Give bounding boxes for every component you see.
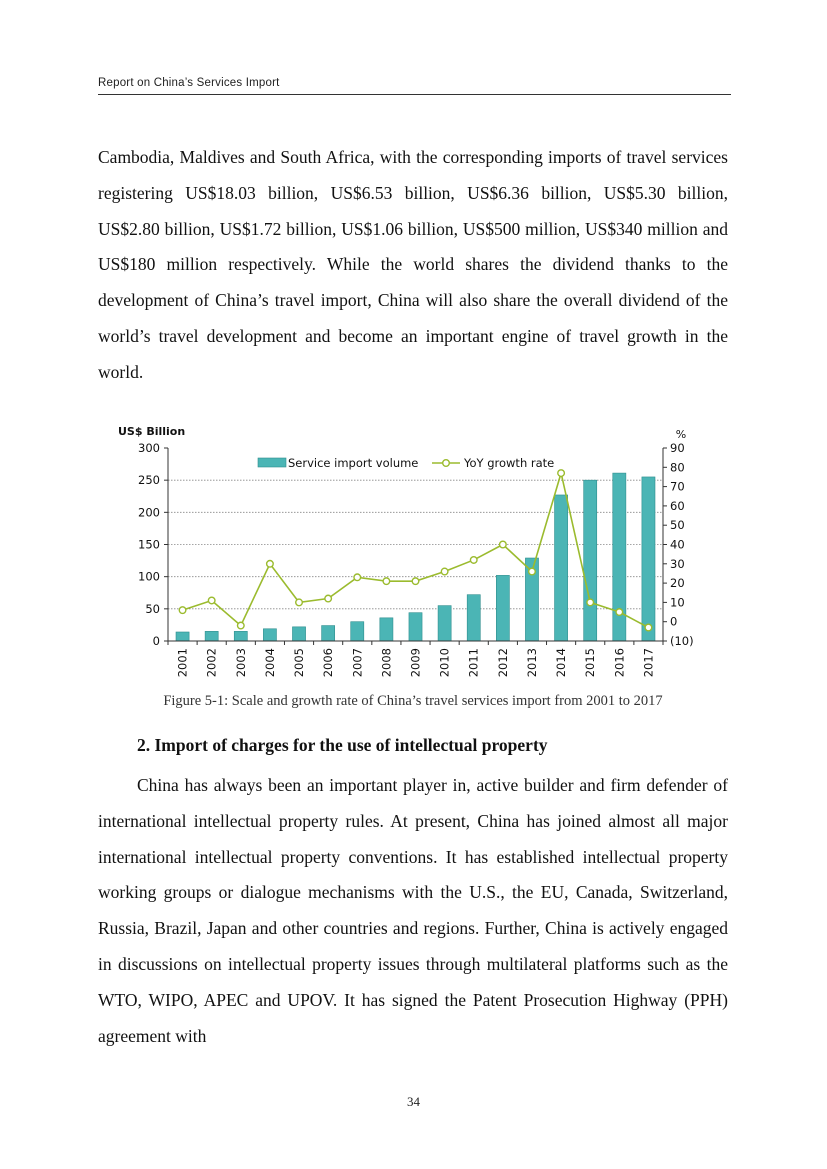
growth-point-2003 [237, 622, 244, 629]
right-tick-label: 60 [670, 498, 685, 513]
left-tick-label: 250 [138, 473, 160, 488]
x-tick-label: 2011 [466, 648, 481, 678]
chart-svg [110, 420, 710, 690]
growth-point-2011 [470, 557, 477, 564]
bar-2006 [322, 626, 335, 641]
right-tick-label: 20 [670, 576, 685, 591]
paragraph-ip-intro: China has always been an important player in, active builder and firm defender of international intellectual property rules. At present, China has joined almost all major international intellectual property conventions. It has established intellectual property working groups or dialogue mechanisms with the U.S., the EU, Canada, Switzerland, Russia, Brazil, Japan and other countries and regions. Further, China is actively engaged in discussions on intellectual property issues through multilateral platforms such as the WTO, WIPO, APEC and UPOV. It has signed the Patent Prosecution Highway (PPH) agreement with [98, 775, 728, 1046]
growth-point-2006 [325, 595, 332, 602]
x-tick-label: 2006 [321, 648, 336, 678]
bar-2014 [555, 495, 568, 641]
x-tick-label: 2005 [292, 648, 307, 678]
bar-2008 [380, 618, 393, 641]
growth-point-2004 [267, 561, 274, 568]
left-tick-label: 300 [138, 441, 160, 455]
legend-label-line: YoY growth rate [464, 456, 555, 470]
page-number: 34 [407, 1094, 420, 1109]
growth-point-2009 [412, 578, 419, 585]
running-header: Report on China’s Services Import [98, 77, 280, 89]
growth-point-2012 [500, 541, 507, 548]
right-tick-label: (10) [670, 634, 694, 648]
left-tick-label: 0 [152, 634, 160, 648]
chart-left-axis-ticks [138, 441, 168, 648]
x-tick-label: 2017 [641, 648, 656, 678]
x-tick-label: 2014 [554, 648, 569, 678]
growth-point-2007 [354, 574, 361, 581]
right-tick-label: 80 [670, 460, 685, 475]
growth-point-2013 [529, 568, 536, 575]
figure-caption: Figure 5-1: Scale and growth rate of China’s travel services import from 2001 to 2017 [163, 693, 663, 709]
x-tick-label: 2002 [204, 648, 219, 678]
legend-swatch-bar [258, 458, 286, 467]
legend-swatch-marker [443, 460, 450, 467]
bar-2001 [176, 632, 189, 641]
growth-point-2015 [587, 599, 594, 606]
growth-point-2014 [558, 470, 565, 477]
travel-import-chart [110, 420, 710, 690]
bar-2010 [438, 606, 451, 641]
growth-point-2005 [296, 599, 303, 606]
section-heading: 2. Import of charges for the use of intellectual property [137, 735, 548, 755]
x-tick-label: 2008 [379, 648, 394, 678]
growth-point-2001 [179, 607, 186, 614]
x-tick-label: 2009 [408, 648, 423, 678]
legend-label-bar: Service import volume [288, 456, 419, 470]
right-tick-label: 90 [670, 441, 685, 455]
growth-rate-line [183, 473, 649, 627]
x-tick-label: 2013 [524, 648, 539, 678]
growth-point-2002 [208, 597, 215, 604]
right-tick-label: 30 [670, 556, 685, 571]
x-tick-label: 2010 [437, 648, 452, 678]
left-tick-label: 150 [138, 537, 160, 552]
x-tick-label: 2001 [175, 648, 190, 678]
bar-2015 [584, 480, 597, 641]
left-tick-label: 200 [138, 505, 160, 520]
right-tick-label: 40 [670, 537, 685, 552]
bar-2004 [263, 629, 276, 641]
bar-2011 [467, 595, 480, 641]
x-tick-label: 2003 [233, 648, 248, 678]
growth-point-2017 [645, 624, 652, 631]
bar-2007 [351, 622, 364, 641]
chart-right-axis-ticks [663, 441, 694, 648]
bar-2017 [642, 477, 655, 641]
right-tick-label: 70 [670, 479, 685, 494]
bar-2009 [409, 613, 422, 641]
x-tick-label: 2007 [350, 648, 365, 678]
chart-x-axis-ticks [168, 641, 663, 677]
right-axis-label: % [675, 428, 687, 441]
x-tick-label: 2012 [495, 648, 510, 678]
right-tick-label: 50 [670, 518, 685, 533]
paragraph-travel-continued: Cambodia, Maldives and South Africa, with the corresponding imports of travel services registering US$18.03 billion, US$6.53 billion, US$6.36 billion, US$5.30 billion, US$2.80 billion, US$1.72 billion, US$1.06 billion, US$500 million, US$340 million and US$180 million respectively. While the world shares the dividend thanks to the development of China’s travel import, China will also share the overall dividend of the world’s travel development and become an important engine of travel growth in the world. [98, 147, 728, 382]
x-tick-label: 2016 [612, 648, 627, 678]
x-tick-label: 2004 [262, 648, 277, 678]
chart-bars [176, 473, 655, 641]
chart-legend [258, 456, 554, 470]
bar-2012 [496, 575, 509, 641]
right-tick-label: 10 [670, 595, 685, 610]
bar-2003 [234, 631, 247, 641]
growth-point-2010 [441, 568, 448, 575]
growth-point-2008 [383, 578, 390, 585]
bar-2002 [205, 631, 218, 641]
right-tick-label: 0 [670, 614, 678, 629]
growth-point-2016 [616, 609, 623, 616]
left-tick-label: 50 [145, 601, 160, 616]
bar-2005 [292, 627, 305, 641]
left-axis-label: US$ Billion [118, 425, 186, 438]
left-tick-label: 100 [138, 569, 160, 584]
header-rule [98, 94, 731, 95]
chart-growth-line [179, 470, 651, 631]
x-tick-label: 2015 [583, 648, 598, 678]
